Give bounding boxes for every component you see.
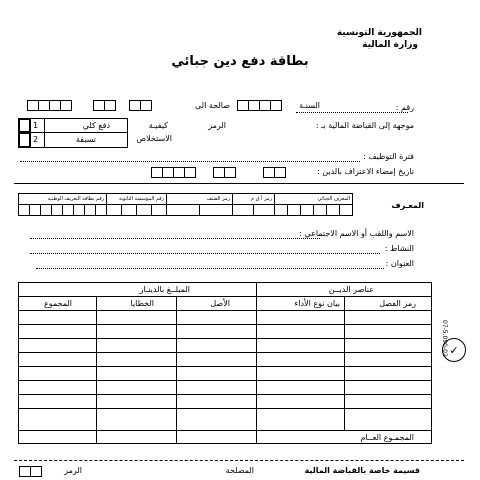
identifier-grid xyxy=(18,193,353,216)
full-payment-label: دفع كلي xyxy=(82,121,110,130)
footer-cut-line xyxy=(14,460,464,461)
margin-code: 07-5.090-02 xyxy=(441,320,448,357)
signature-year-boxes[interactable] xyxy=(152,167,196,178)
table-header-divider xyxy=(18,296,432,297)
period-label: فترة التوظيف : xyxy=(363,152,414,161)
option-col-right xyxy=(44,118,45,148)
republic-heading: الجمهورية التونسية xyxy=(336,28,422,38)
footer-code-label: الرمز xyxy=(64,466,82,475)
table-row xyxy=(18,338,432,339)
number-dots xyxy=(296,112,408,113)
col-penalties: الخطايا xyxy=(130,299,154,308)
id-col-category: رمز الصنف xyxy=(167,194,233,205)
code-label: الرمز xyxy=(208,121,226,130)
debt-elements-header: عناصر الديــن xyxy=(328,285,374,294)
grand-total-label: المجمـوع العــام xyxy=(360,433,414,442)
footer-code-boxes[interactable] xyxy=(20,466,42,477)
col-divider-code xyxy=(344,296,345,430)
table-row xyxy=(18,366,432,367)
col-chapter-code: رمز الفصل xyxy=(379,299,416,308)
payment-method-divider xyxy=(18,132,128,133)
number-label: رقم : xyxy=(395,103,414,112)
name-label: الاسم واللقب أو الاسم الاجتماعي : xyxy=(299,229,414,238)
stamp-icon: ✓ xyxy=(442,338,466,362)
footer-reserved-label: قسيمة خاصة بالقباضة المالية xyxy=(304,466,420,475)
table-row xyxy=(18,324,432,325)
ministry-heading: وزارة المالية xyxy=(362,40,418,50)
option-2-number: 2 xyxy=(33,135,39,144)
directed-to-label: موجهة إلى القباضة المالية بـ : xyxy=(315,121,414,130)
id-col-secondary: رقم المؤسسة الثانوية xyxy=(107,194,167,205)
grand-total-divider xyxy=(18,430,432,431)
interest-boxes-3[interactable] xyxy=(28,100,72,111)
identifier-separator xyxy=(14,183,464,184)
advance-payment-label: تسبقة xyxy=(75,135,96,144)
form-title: بطاقة دفع دين جبائي xyxy=(171,54,309,69)
interest-boxes-1[interactable] xyxy=(130,100,152,111)
col-principal: الأصل xyxy=(210,299,230,308)
signature-month-boxes[interactable] xyxy=(214,167,236,178)
col-payment-type: بيان نوع الأداء xyxy=(294,299,340,308)
table-row xyxy=(18,408,432,409)
id-col-national-id: رقم بطاقة التعريف الوطنية xyxy=(19,194,107,205)
table-row xyxy=(18,380,432,381)
table-section-divider xyxy=(256,282,257,444)
address-label: العنوان : xyxy=(385,259,414,268)
table-row xyxy=(18,352,432,353)
option-1-number: 1 xyxy=(33,121,39,130)
signature-date-label: تاريخ إمضاء الاعتراف بالدين : xyxy=(317,167,414,176)
table-row xyxy=(18,394,432,395)
id-col-vat-code: رمز أ ق م xyxy=(233,194,275,205)
collection-label: الاستخلاص xyxy=(136,134,172,143)
advance-payment-checkbox[interactable] xyxy=(19,133,30,147)
col-divider-total xyxy=(96,296,97,444)
full-payment-checkbox[interactable] xyxy=(19,119,30,132)
footer-service-label: المصلحة xyxy=(225,466,254,475)
activity-dots xyxy=(30,253,380,254)
activity-label: النشاط : xyxy=(384,244,414,253)
amount-dinar-header: المبلــغ بالدينـار xyxy=(139,285,190,294)
interest-boxes-2[interactable] xyxy=(94,100,116,111)
name-dots xyxy=(30,238,320,239)
option-col-left xyxy=(30,118,31,148)
identifier-section-label: المعـرف xyxy=(391,201,424,210)
period-dots xyxy=(20,161,360,162)
method-label: كيفيـة xyxy=(148,121,168,130)
signature-day-boxes[interactable] xyxy=(264,167,286,178)
id-col-tax-id: المعرف الجبائي xyxy=(275,194,353,205)
year-boxes[interactable] xyxy=(238,100,282,111)
table-subheader-divider xyxy=(18,310,432,311)
col-divider-principal xyxy=(176,296,177,444)
interest-label: صالحة الى xyxy=(195,101,230,110)
col-total: المجموع xyxy=(44,299,72,308)
year-label: السنـة xyxy=(299,101,320,110)
address-dots xyxy=(36,268,384,269)
